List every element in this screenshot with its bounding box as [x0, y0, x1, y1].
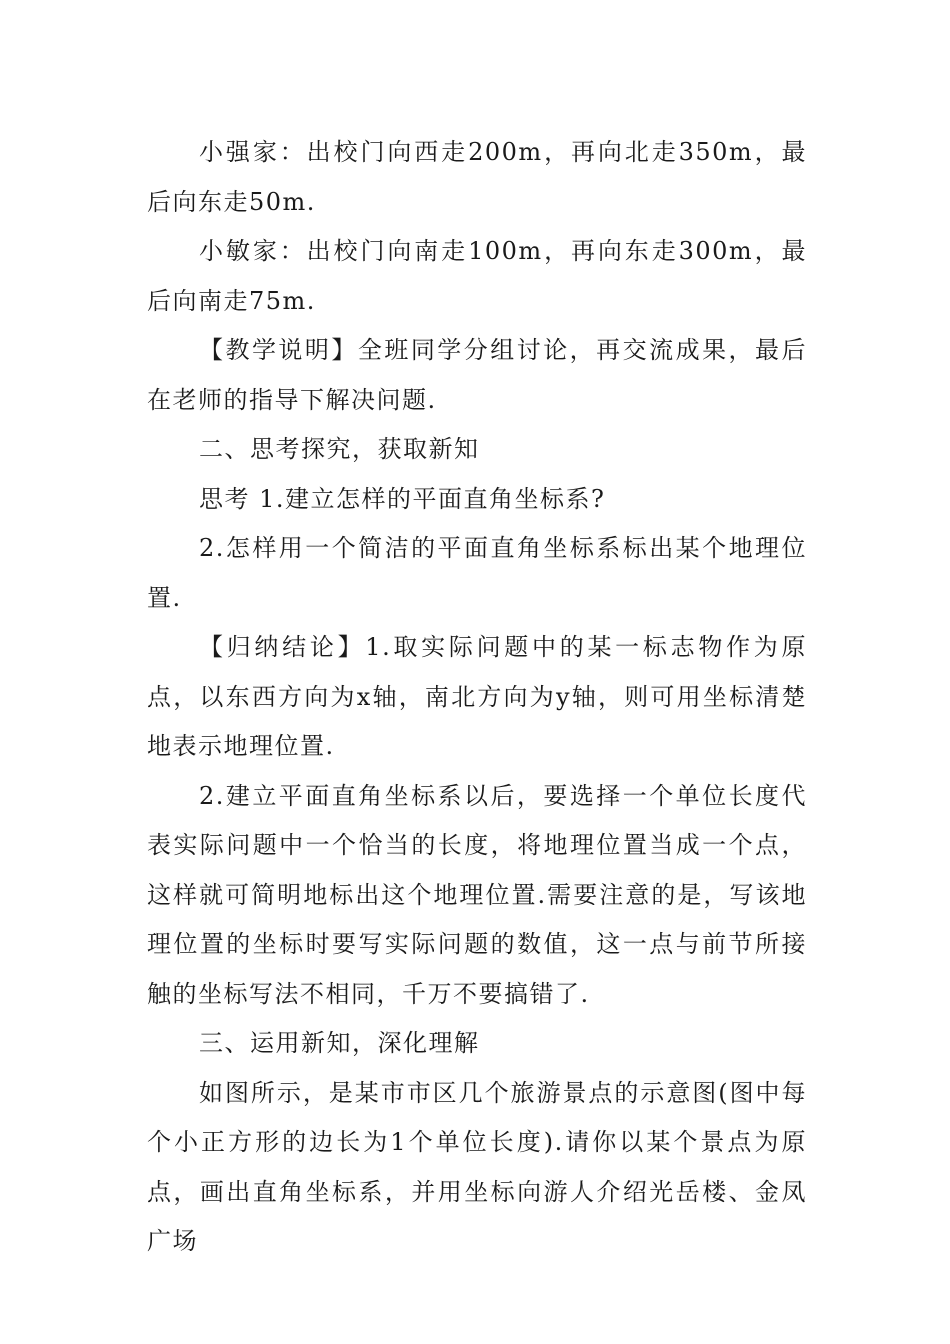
paragraph-xiaomin-home: 小敏家：出校门向南走100m，再向东走300m，最后向南走75m.: [147, 237, 807, 315]
paragraph-example: 如图所示，是某市市区几个旅游景点的示意图(图中每个小正方形的边长为1个单位长度).请你以某个景点为原点，画出直角坐标系，并用坐标向游人介绍光岳楼、金凤广场: [147, 1078, 807, 1255]
paragraph-think-2: 2.怎样用一个简洁的平面直角坐标系标出某个地理位置.: [147, 534, 807, 612]
paragraph-xiaoqiang-home: 小强家：出校门向西走200m，再向北走350m，最后向东走50m.: [147, 138, 807, 216]
paragraph-conclusion-1: 【归纳结论】1.取实际问题中的某一标志物作为原点，以东西方向为x轴，南北方向为y轴，则可用坐标清楚地表示地理位置.: [147, 633, 807, 760]
paragraph-teaching-note: 【教学说明】全班同学分组讨论，再交流成果，最后在老师的指导下解决问题.: [147, 336, 807, 414]
section-heading-explore: 二、思考探究，获取新知: [199, 435, 480, 463]
section-heading-apply: 三、运用新知，深化理解: [199, 1029, 480, 1057]
document-page: [147, 128, 807, 1267]
paragraph-think-1: 思考 1.建立怎样的平面直角坐标系?: [199, 484, 606, 513]
paragraph-conclusion-2: 2.建立平面直角坐标系以后，要选择一个单位长度代表实际问题中一个恰当的长度，将地理位置当成一个点，这样就可简明地标出这个地理位置.需要注意的是，写该地理位置的坐标时要写实际问题的数值，这一点与前节所接触的坐标写法不相同，千万不要搞错了.: [147, 781, 807, 1008]
